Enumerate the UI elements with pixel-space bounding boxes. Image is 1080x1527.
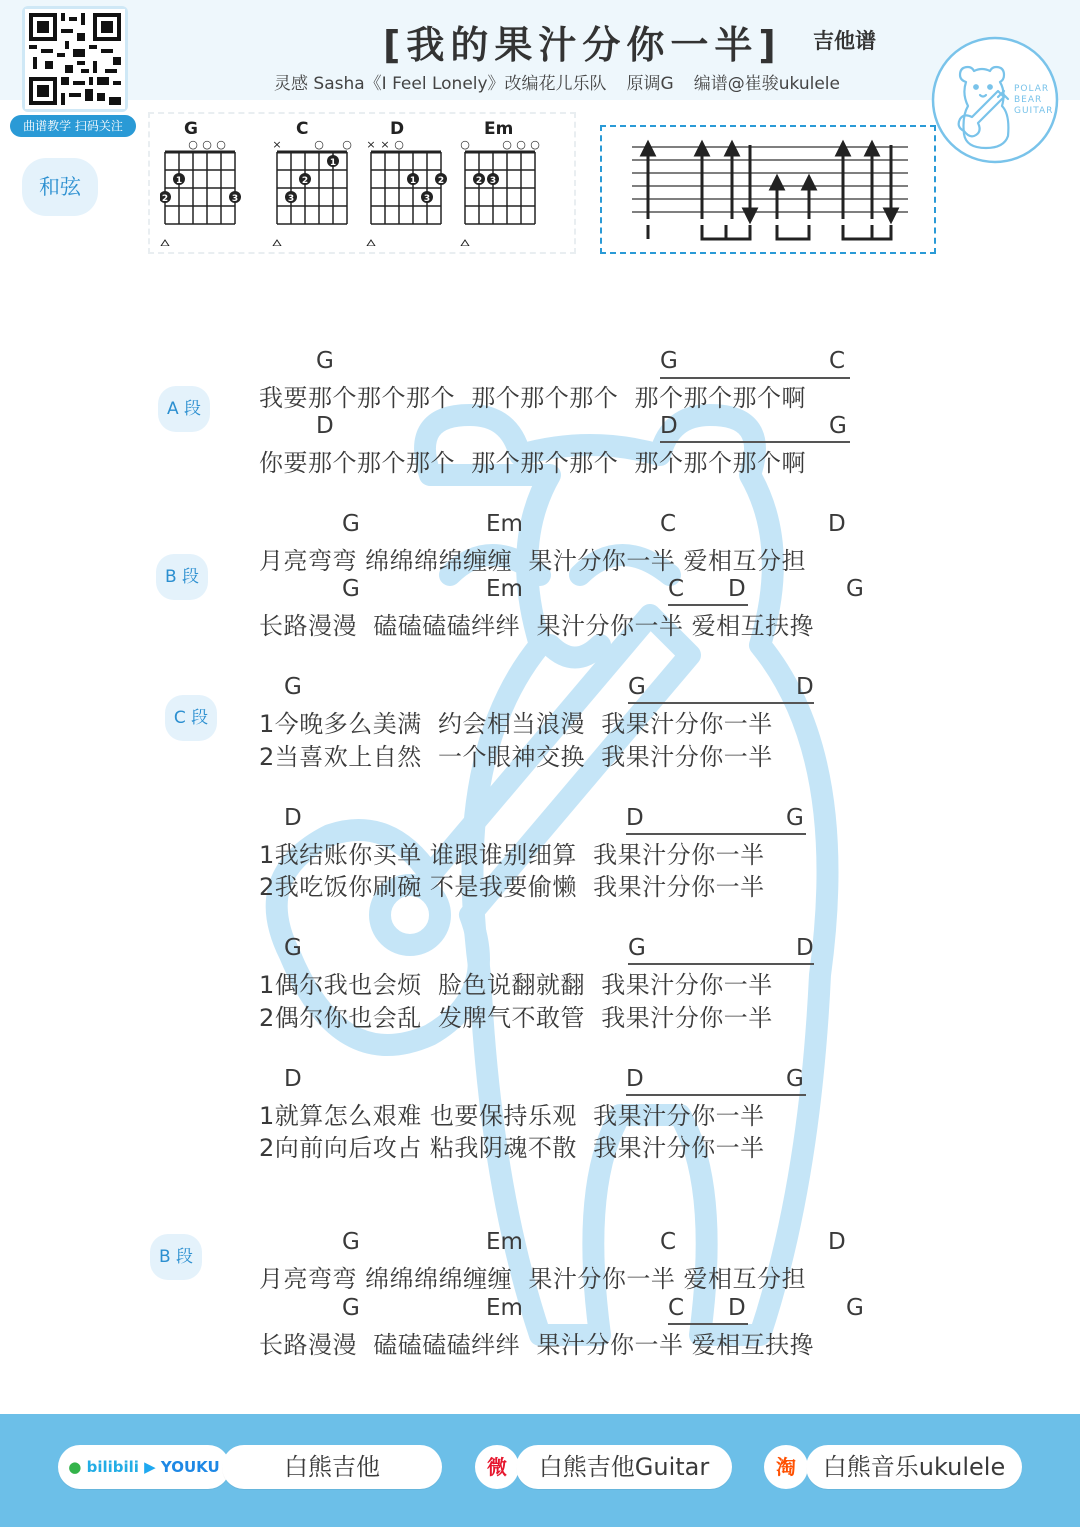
arrow-head-up — [837, 143, 849, 155]
footer-bar — [0, 1414, 1080, 1527]
polar-bear-logo — [930, 35, 1060, 165]
finger-number: 3 — [231, 194, 239, 204]
chord-symbol: D — [316, 413, 334, 439]
lyric-line: 1偶尔我也会烦 脸色说翻就翻 我果汁分你一半 — [259, 971, 773, 999]
finger-number: 1 — [175, 176, 183, 186]
chord-symbol: Em — [486, 1229, 523, 1255]
youku-label: YOUKU — [160, 1458, 220, 1476]
chord-symbol: Em — [486, 576, 523, 602]
chord-diagram-name: D — [390, 119, 405, 139]
lyric-line: 月亮弯弯 绵绵绵绵缠缠 果汁分你一半 爱相互分担 — [259, 547, 807, 575]
chord-symbol: G — [342, 1229, 360, 1255]
chord-symbol: C — [829, 348, 846, 374]
chord-symbol: G — [316, 348, 334, 374]
open-string-mark: ○ — [530, 138, 540, 151]
channel-weibo-pill[interactable]: 白熊吉他Guitar — [516, 1445, 732, 1489]
chord-diagram — [366, 136, 456, 246]
chord-symbol: D — [660, 413, 678, 439]
open-string-mark: ○ — [314, 138, 324, 151]
channel-video-pill[interactable]: 白熊吉他 — [222, 1445, 442, 1489]
credits — [274, 69, 860, 94]
section-a-badge: A 段 — [158, 386, 210, 432]
video-platforms-pill[interactable] — [58, 1445, 230, 1489]
chord-symbol: G — [342, 511, 360, 537]
youku-play-icon: ▶ — [144, 1458, 156, 1476]
logo-text-polar: POLAR — [1014, 84, 1050, 94]
finger-number: 1 — [409, 176, 417, 186]
lyric-line: 2当喜欢上自然 一个眼神交换 我果汁分你一半 — [259, 743, 773, 771]
chord-symbol: C — [660, 511, 677, 537]
chord-diagram-name: Em — [484, 119, 514, 139]
finger-number: 1 — [329, 158, 337, 168]
finger-number: 2 — [301, 176, 309, 186]
chord-symbol: G — [628, 674, 646, 700]
chord-symbol: D — [284, 1066, 302, 1092]
logo-text-bear: BEAR — [1014, 95, 1043, 105]
chord-symbol: D — [796, 674, 814, 700]
open-string-mark: ○ — [502, 138, 512, 151]
finger-number: 2 — [437, 176, 445, 186]
chord-symbol: D — [828, 1229, 846, 1255]
lyric-line: 你要那个那个那个 那个那个那个 那个那个那个啊 — [259, 449, 807, 477]
lyric-line: 2向前向后攻占 粘我阴魂不散 我果汁分你一半 — [259, 1134, 765, 1162]
muted-string-mark: × — [272, 138, 282, 151]
section-c-badge: C 段 — [165, 695, 217, 741]
arrow-head-up — [642, 143, 654, 155]
lyric-line: 1我结账你买单 谁跟谁别细算 我果汁分你一半 — [259, 841, 765, 869]
weibo-icon[interactable]: 微 — [475, 1445, 519, 1489]
chord-symbol: D — [728, 576, 746, 602]
song-title: [我的果汁分你一半] — [383, 23, 782, 67]
chord-symbol: G — [786, 805, 804, 831]
chord-symbol: G — [284, 674, 302, 700]
arrow-head-down — [885, 209, 897, 221]
arrow-head-down — [744, 209, 756, 221]
chords-label: 和弦 — [22, 158, 98, 216]
root-marker — [161, 240, 169, 246]
open-string-mark: ○ — [202, 138, 212, 151]
finger-number: 3 — [423, 194, 431, 204]
channel-taobao-pill[interactable]: 白熊音乐ukulele — [806, 1445, 1022, 1489]
strumming-pattern — [600, 125, 936, 254]
lyric-line: 1就算怎么艰难 也要保持乐观 我果汁分你一半 — [259, 1102, 765, 1130]
arrow-head-up — [803, 177, 815, 189]
open-string-mark: ○ — [342, 138, 352, 151]
credit-arranger: 编谱@崔骏ukulele — [693, 74, 840, 94]
lyric-line: 月亮弯弯 绵绵绵绵缠缠 果汁分你一半 爱相互分担 — [259, 1265, 807, 1293]
wechat-icon: ● — [68, 1458, 82, 1476]
credit-source: 灵感 Sasha《I Feel Lonely》改编花儿乐队 — [274, 74, 607, 94]
lyric-line: 1今晚多么美满 约会相当浪漫 我果汁分你一半 — [259, 710, 773, 738]
muted-string-mark: × — [366, 138, 376, 151]
chord-symbol: G — [342, 1295, 360, 1321]
chord-symbol: D — [728, 1295, 746, 1321]
section-b-badge: B 段 — [156, 554, 208, 600]
lyric-line: 我要那个那个那个 那个那个那个 那个那个那个啊 — [259, 384, 807, 412]
lyric-line: 2我吃饭你刷碗 不是我要偷懒 我果汁分你一半 — [259, 873, 765, 901]
chord-symbol: G — [786, 1066, 804, 1092]
open-string-mark: ○ — [394, 138, 404, 151]
lyric-line: 长路漫漫 磕磕磕磕绊绊 果汁分你一半 爱相互扶搀 — [259, 612, 815, 640]
chord-symbol: G — [342, 576, 360, 602]
logo-text-guitar: GUITAR — [1014, 106, 1054, 116]
chord-symbol: D — [796, 935, 814, 961]
chord-symbol: D — [284, 805, 302, 831]
open-string-mark: ○ — [460, 138, 470, 151]
chord-symbol: G — [829, 413, 847, 439]
root-marker — [273, 240, 281, 246]
open-string-mark: ○ — [216, 138, 226, 151]
root-marker — [367, 240, 375, 246]
chord-symbol: D — [626, 1066, 644, 1092]
finger-number: 3 — [489, 176, 497, 186]
chord-diagram — [460, 136, 550, 246]
root-marker — [461, 240, 469, 246]
chord-diagram — [272, 136, 362, 246]
chord-diagram-name: G — [184, 119, 198, 139]
arrow-head-up — [726, 143, 738, 155]
chord-symbol: G — [846, 576, 864, 602]
lyric-line: 长路漫漫 磕磕磕磕绊绊 果汁分你一半 爱相互扶搀 — [259, 1331, 815, 1359]
finger-number: 2 — [475, 176, 483, 186]
finger-number: 2 — [161, 194, 169, 204]
section-b2-badge: B 段 — [150, 1234, 202, 1280]
finger-number: 3 — [287, 194, 295, 204]
credit-key: 原调G — [626, 74, 674, 94]
chord-symbol: C — [668, 576, 685, 602]
qr-caption: 曲谱教学 扫码关注 — [10, 115, 136, 137]
chord-symbol: D — [828, 511, 846, 537]
muted-string-mark: × — [380, 138, 390, 151]
chord-symbol: G — [284, 935, 302, 961]
open-string-mark: ○ — [516, 138, 526, 151]
arrow-head-up — [771, 177, 783, 189]
chord-diagram — [160, 136, 250, 246]
chord-symbol: G — [846, 1295, 864, 1321]
chord-diagram-name: C — [296, 119, 309, 139]
chord-symbol: G — [628, 935, 646, 961]
qr-code[interactable] — [22, 6, 128, 112]
chord-symbol: C — [660, 1229, 677, 1255]
open-string-mark: ○ — [188, 138, 198, 151]
chord-symbol: C — [668, 1295, 685, 1321]
chord-symbol: Em — [486, 511, 523, 537]
arrow-head-up — [866, 143, 878, 155]
chord-symbol: G — [660, 348, 678, 374]
taobao-icon[interactable]: 淘 — [764, 1445, 808, 1489]
chord-symbol: Em — [486, 1295, 523, 1321]
arrow-head-up — [696, 143, 708, 155]
chord-symbol: D — [626, 805, 644, 831]
lyric-line: 2偶尔你也会乱 发脾气不敢管 我果汁分你一半 — [259, 1004, 773, 1032]
tab-type: 吉他谱 — [813, 29, 876, 53]
bilibili-label: bilibili — [86, 1458, 139, 1476]
